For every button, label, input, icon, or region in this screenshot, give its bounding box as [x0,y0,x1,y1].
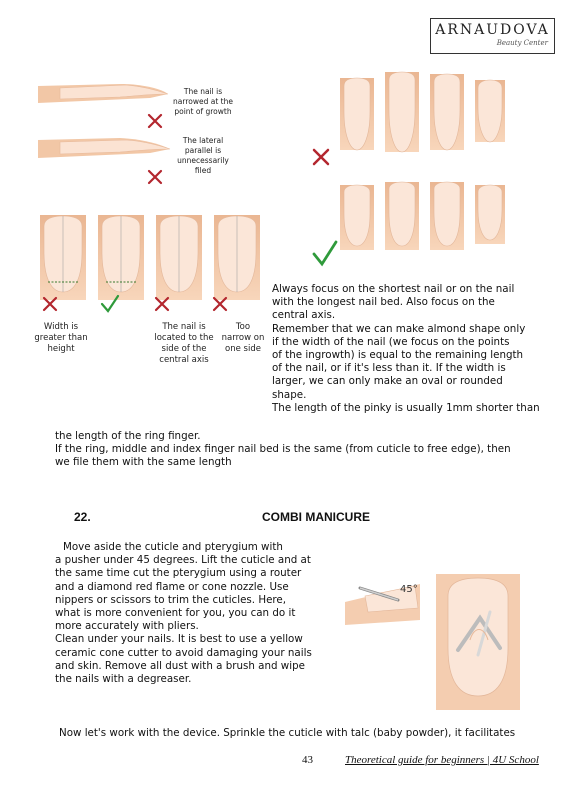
brand-tagline: Beauty Center [496,39,548,47]
side-view-nail-lateral-filed [38,138,170,158]
callout-line: filed [194,166,212,175]
text-line: the length of the ring finger. [55,430,201,442]
right-paragraph [272,283,542,415]
cross-icon [314,150,328,164]
caption-line: located to the [154,333,214,343]
section-title: COMBI MANICURE [262,510,370,524]
closing-line: Now let's work with the device. Sprinkle the cuticle with talc (baby powder), it facilitates [59,727,516,739]
text-line: we file them with the same length [55,456,232,469]
text-line: and a diamond red flame or cone nozzle. Use [55,580,289,593]
text-line: the same time cut the pterygium using a router [55,567,302,580]
page-number: 43 [302,754,313,766]
angle-label: 45° [400,584,418,595]
callout-line: parallel is [184,146,222,155]
text-line: of the ingrowth) is equal to the remaining length [272,349,524,362]
text-line: shape. [272,388,307,401]
text-line: a pusher under 45 degrees. Lift the cuticle and at [55,554,311,567]
text-line: of the nail, or if it's less than it. If the width is [272,362,506,375]
caption-line: height [47,344,75,354]
text-line: Remember that we can make almond shape only [272,322,526,335]
text-line: If the ring, middle and index finger nail bed is the same (from cuticle to free edge), then [55,443,511,456]
text-line: and skin. Remove all dust with a brush and wipe [55,659,305,672]
callout-line: The lateral [182,136,224,145]
caption-line: greater than [34,333,88,343]
caption-off-axis [146,322,222,366]
text-line: ceramic cone cutter to avoid damaging your nails [55,646,312,659]
caption-line: Width is [43,322,79,332]
text-line: the nails with a degreaser. [55,673,192,686]
callout-line: point of growth [174,107,232,116]
text-line: if the width of the nail (we focus on the points [272,335,510,348]
finger-cuticle-illustration [436,574,520,710]
text-line: nippers or scissors to trim the cuticles. Here, [55,593,287,606]
text-line: central axis. [272,309,336,322]
callout-line: The nail is [183,87,223,96]
footer-title: Theoretical guide for beginners | 4U School [345,754,539,766]
callout-line: narrowed at the [173,97,233,106]
callout-narrowed [168,87,238,117]
finger-too-narrow [214,215,260,300]
callout-line: unnecessarily [177,156,229,165]
finger-width-greater [40,215,86,300]
text-line: Clean under your nails. It is best to use a yellow [55,633,303,646]
text-line: with the longest nail bed. Also focus on the [272,296,495,309]
caption-line: The nail is [162,322,206,332]
check-icon [314,242,336,264]
caption-line: one side [225,344,261,354]
text-line: what is more convenient for you, you can do it [55,607,296,620]
side-view-nail-narrowed [38,84,168,103]
text-line: more accurately with pliers. [55,620,199,633]
finger-correct [98,215,144,300]
fingers-correct-set [340,182,505,250]
text-line: larger, we can only make an oval or rounded [272,375,503,388]
caption-line: central axis [159,355,209,365]
caption-line: Too [235,322,251,332]
section-number: 22. [74,510,91,524]
brand-name: ARNAUDOVA [435,22,550,38]
combi-paragraph [55,541,325,686]
text-line: The length of the pinky is usually 1mm shorter than [272,401,540,414]
callout-lateral [174,136,232,176]
caption-line: side of the [161,344,207,354]
caption-too-narrow [216,322,270,355]
caption-line: narrow on [221,333,265,343]
caption-width-greater [26,322,96,355]
text-line: Always focus on the shortest nail or on the nail [272,283,515,295]
full-paragraph [55,430,550,470]
finger-off-axis [156,215,202,300]
fingers-wrong-set [340,72,505,152]
text-line: Move aside the cuticle and pterygium with [63,541,283,553]
